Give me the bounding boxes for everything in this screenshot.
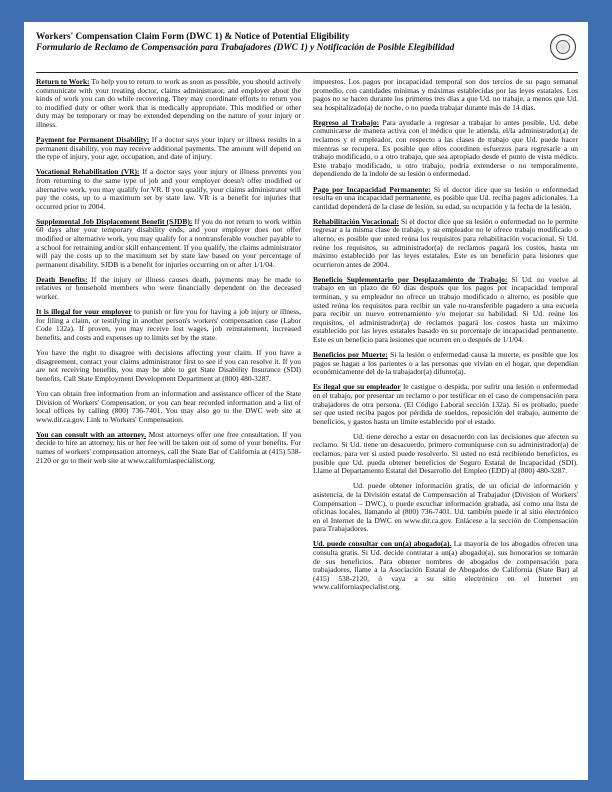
english-paragraph-text: If a doctor says your injury or illness prevents you from returning to the same type of job and your employer doesn't offer modified or alternative work, you may qualify for VR. If you qualify, your claims administrator will pay the costs, up to a maximum set by state law. VR is a benefit for injuries that occurred prior to 2004. <box>36 167 301 211</box>
english-paragraph-text: You can obtain free information from an information and assistance officer of the State Division of Workers' Compensation, or you can hear recorded information and a list of local offices by calling (800) 736-7401. You may also go to the DWC web site at www.dir.ca.gov. Link to Workers' Compensation. <box>36 388 301 424</box>
spanish-section-heading: Beneficio Suplementario por Desplazamiento de Trabajo: <box>313 274 508 284</box>
spanish-paragraph-text: Si el doctor dice que su lesión o enfermedad resulta en una incapacidad permanente, es posible que Ud. reciba pagos adicionales. La cantidad dependerá de la clase de lesión, su edad, su ocupación y la fecha de la lesión. <box>313 184 578 211</box>
document-header <box>36 32 578 76</box>
spanish-section-heading: Rehabilitación Vocacional: <box>313 216 399 226</box>
english-paragraph <box>36 390 301 424</box>
spanish-paragraph-text: impuestos. Los pagos por incapacidad temporal son dos tercios de su pago semanal promedio, con cantidades mínimas y máximas establecidas por las leyes estatales. Los pagos no se hacen durante los primeros tres días a que Ud. no trabaje, a menos que Ud. sea hospitalizado(a) de noche, o no pueda trabajar durante más de 14 días. <box>313 77 578 112</box>
spanish-paragraph <box>313 433 578 476</box>
english-section-heading: Death Benefits: <box>36 274 88 284</box>
english-paragraph <box>36 136 301 162</box>
english-column <box>36 78 301 598</box>
spanish-paragraph <box>313 482 578 534</box>
two-column-body <box>36 78 578 598</box>
spanish-section-heading: Ud. puede consultar con un(a) abogado(a). <box>313 539 452 549</box>
english-section-heading: It is illegal for your employer <box>36 307 132 317</box>
spanish-column <box>313 78 578 598</box>
english-paragraph <box>36 431 301 465</box>
english-paragraph-text: If you do not return to work within 60 days after your temporary disability ends, and your employer does not offer modified or alternative work, you may qualify for a nontransferable voucher payable to a school for retraining and/or skill enhancement. If you qualify, the claims administrator will pay the costs up to the maximum set by state law based on your percentage of permanent disability. SJDB is a benefit for injuries occurring on or after 1/1/04. <box>36 216 301 269</box>
spanish-paragraph <box>313 119 578 179</box>
spanish-section-heading: Pago por Incapacidad Permanente: <box>313 184 431 194</box>
spanish-paragraph <box>313 218 578 270</box>
spanish-paragraph <box>313 78 578 112</box>
spanish-paragraph-text: Para ayudarle a regresar a trabajar lo antes posible, Ud. debe comunicarse de manera activa con el médico que le atienda, el/la administrador(a) de reclamos y el empleador, con respecto a las clases de trabajo que Ud. puede hacer mientras se recupera. Es posible que ellos coordinen esfuerzos para regresarle a un trabajo modificado, o a otro trabajo, que sea apropiado desde el punto de vista médico. Este trabajo modificado, u otro trabajo, podría extenderse o no temporalmente, dependiendo de la índole de su lesión o enfermedad. <box>313 117 579 179</box>
spanish-section-heading: Es ilegal que su empleador <box>313 382 401 392</box>
english-section-heading: Vocational Rehabilitation (VR): <box>36 167 140 177</box>
spanish-paragraph <box>313 186 578 212</box>
english-paragraph <box>36 168 301 211</box>
spanish-paragraph-text: Ud. puede obtener información gratis, de un oficial de información y asistencia, de la División estatal de Compensación al Trabajador (Division of Workers' Compensation – DWC), o puede escuchar información grabada, así como una lista de oficinas locales, llamando al (800) 736-7401. Ud. también puede ir al sitio electrónico en el Internet de la DWC en www.dir.ca.gov. Enlácese a la sección de Compensación para Trabajadores. <box>313 481 578 534</box>
header-divider <box>36 72 578 73</box>
document-page <box>24 22 588 780</box>
spanish-paragraph <box>313 276 578 345</box>
spanish-paragraph-text: Ud. tiene derecho a estar en desacuerdo con las decisiones que afecten su reclamo. Si Ud. tiene un desacuerdo, primero comuníquese con su administrador(a) de reclamos, para ver si usted puede resolverlo. Si usted no está recibiendo beneficios, es posible que Ud. pueda obtener beneficios de Seguro Estatal de Incapacidad (SDI). Llame al Departamento Estatal del Desarrollo del Empleo (EDD) al (800) 480-3287. <box>313 431 578 476</box>
english-paragraph <box>36 78 301 130</box>
spanish-section-heading: Beneficios por Muerte: <box>313 350 388 360</box>
english-paragraph <box>36 308 301 342</box>
english-section-heading: You can consult with an attorney. <box>36 429 147 439</box>
english-paragraph-text: To help you to return to work as soon as possible, you should actively communicate with your treating doctor, claims administrator, and employer about the kinds of work you can do while recovering. They may coordinate efforts to return you to modified duty or other work that is medically appropriate. This modified or other duty may be temporary or may be extended depending on the nature of your injury or illness. <box>36 77 301 129</box>
english-paragraph <box>36 218 301 270</box>
spanish-paragraph-text: Si el doctor dice que su lesión o enfermedad no le permite regresar a la misma clase de trabajo, y su empleador no le ofrece trabajo modificado o alterno, es posible que usted reúna los requisitos para rehabilitación vocacional. Si Ud. reúne los requisitos, su administrador(a) de reclamos pagará los costos, hasta un máximo establecido por las leyes estatales. Este es un beneficio para lesiones que ocurrieron antes de 2004. <box>313 216 578 269</box>
spanish-paragraph <box>313 383 578 426</box>
english-section-heading: Return to Work: <box>36 77 90 86</box>
english-paragraph-text: You have the right to disagree with decisions affecting your claim. If you have a disagreement, contact your claims administrator first to see if you can resolve it. If you are not receiving benefits, you may be able to get State Disability Insurance (SDI) benefits. Call State Employment Development Department at (800) 480-3287. <box>36 348 301 383</box>
spanish-paragraph-text: Si Ud. no vuelve al trabajo en un plazo de 60 días después que los pagos por incapacidad temporal terminan, y su empleador no ofrece un trabajo modificado o alterno, es posible que usted reúna los requisitos para recibir un vale no-transferible pagadero a una escuela para recibir un nuevo entrenamiento y/o mejorar su habilidad. Si Ud. reúne los requisitos, el administrador(a) de reclamos pagará los costos hasta un máximo establecido por las leyes estatales basado en su porcentaje de incapacidad permanente. Este es un beneficio para lesiones que ocurren en o después de 1/1/04. <box>313 274 579 345</box>
english-paragraph-text: If a doctor says your injury or illness results in a permanent disability, you may receive additional payments. The amount will depend on the type of injury, your age, occupation, and date of injury. <box>36 135 301 162</box>
form-subtitle: Formulario de Reclamo de Compensación para Trabajadores (DWC 1) y Notificación de Posible Elegibilidad <box>36 43 455 53</box>
state-seal-icon <box>550 34 576 60</box>
english-section-heading: Payment for Permanent Disability: <box>36 135 150 145</box>
english-paragraph-text: If the injury or illness causes death, payments may be made to relatives or household members who were financially dependent on the deceased worker. <box>36 274 301 302</box>
english-paragraph <box>36 276 301 302</box>
spanish-paragraph <box>313 351 578 377</box>
spanish-paragraph <box>313 540 578 592</box>
form-title: Workers' Compensation Claim Form (DWC 1) & Notice of Potential Eligibility <box>36 32 350 42</box>
english-section-heading: Supplemental Job Displacement Benefit (SJDB): <box>36 216 193 226</box>
spanish-paragraph-text: Si la lesión o enfermedad causa la muerte, es posible que los pagos se hagan a los parientes o a las personas que vivían en el hogar, que dependían económicamente del de la trabajador(a) difunto(a). <box>313 350 578 377</box>
spanish-paragraph-text: le castigue o despida, por sufrir una lesión o enfermedad en el trabajo, por presentar un reclamo o por testificar en el caso de compensación para trabajadores de otra persona. (El Código Laboral sección 132a). Si es probado, puede ser que usted reciba pagos por pérdida de sueldos, reposición del trabajo, aumento de beneficios, y gastos hasta un límite establecido por el estado. <box>313 382 578 426</box>
spanish-section-heading: Regreso al Trabajo: <box>313 117 380 127</box>
english-paragraph-text: to punish or fire you for having a job injury or illness, for filing a claim, or testifying in another person's workers' compensation case (Labor Code 132a). If proven, you may receive lost wages, job reinstatement, increased benefits, and costs and expenses up to limits set by the state. <box>36 307 301 342</box>
english-paragraph <box>36 349 301 383</box>
spanish-paragraph-text: La mayoría de los abogados ofrecen una consulta gratis. Si Ud. decide contratar a un(a) abogado(a), sus honorarios se tomarán de sus beneficios. Para obtener nombres de abogados de compensación para trabajadores, llame a la Asociación Estatal de Abogados de California (State Bar) al (415) 538-2120, ó vaya a su sitio electrónico en el Internet en www.californiaspecialist.org. <box>313 539 578 592</box>
english-paragraph-text: Most attorneys offer one free consultation. If you decide to hire an attorney, his or her fee will be taken out of some of your benefits. For names of workers' compensation attorneys, call the State Bar of California at (415) 538-2120 or go to their web site at www.californiaspecialist.org. <box>36 429 301 465</box>
